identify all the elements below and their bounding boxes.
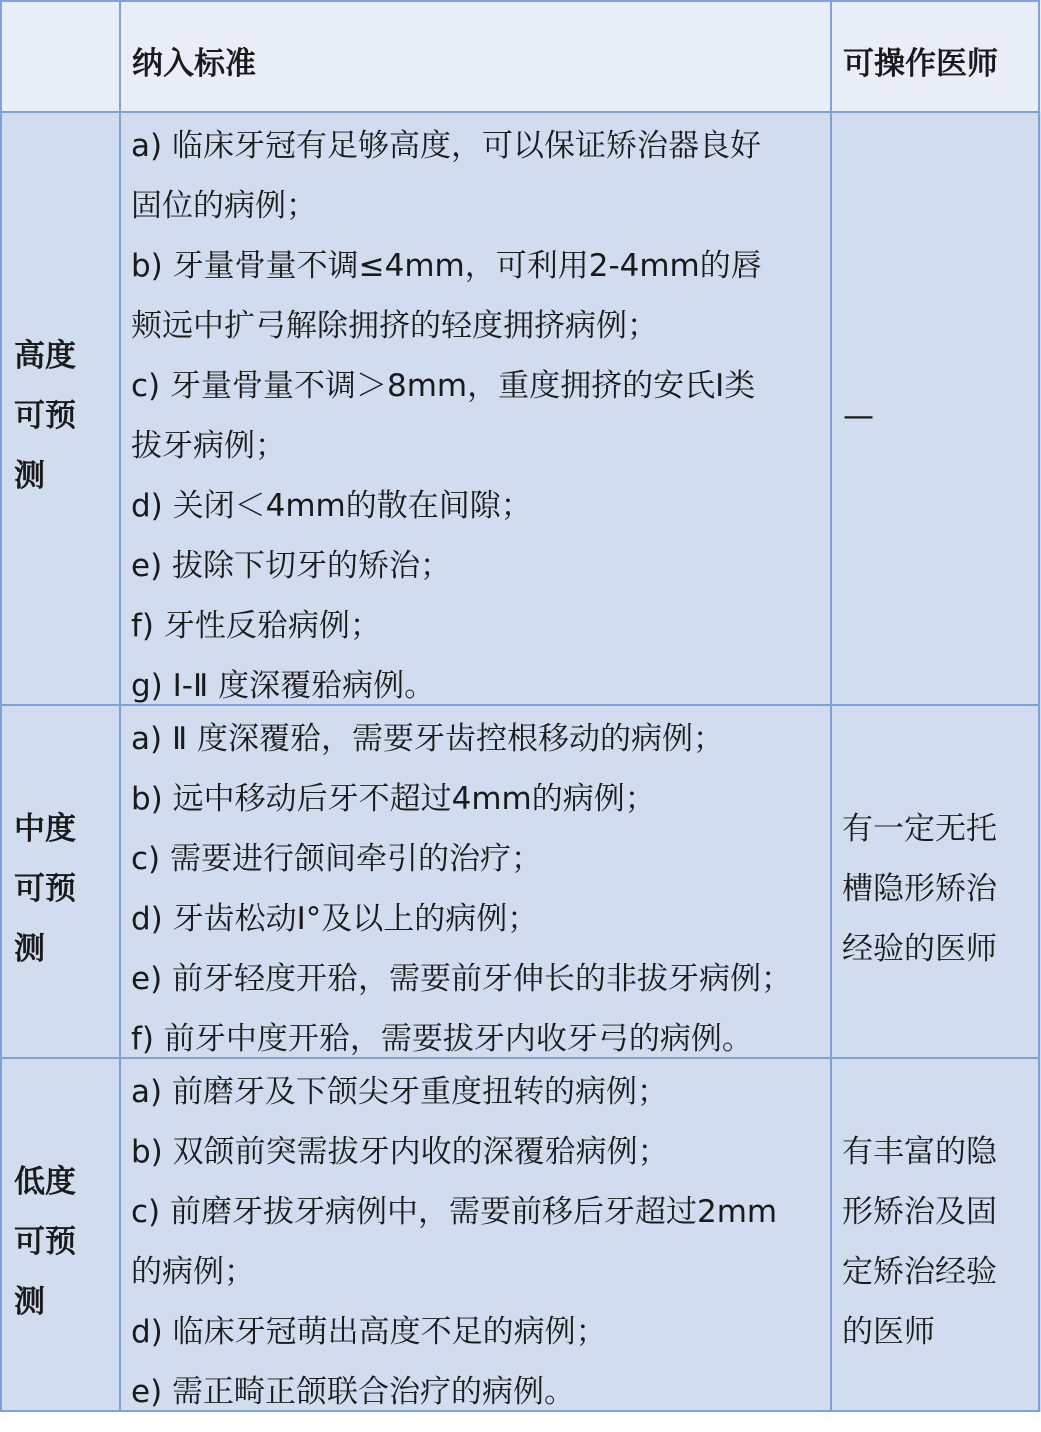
row-mid-physician (842, 799, 1032, 979)
row-label-part: 低度 (14, 1164, 76, 1200)
row-label-part: 可预 (14, 1224, 76, 1260)
row-label-part: 测 (14, 458, 45, 494)
criteria-line: c) 牙量骨量不调＞8mm，重度拥挤的安氏Ⅰ类 (131, 368, 756, 404)
header-criteria-label: 纳入标准 (132, 46, 256, 82)
criteria-line: b) 牙量骨量不调≤4mm，可利用2-4mm的唇 (131, 248, 762, 284)
row-high-physician: — (843, 398, 874, 434)
row-mid-label (14, 799, 94, 979)
header-cell-blank (0, 0, 120, 112)
criteria-line: d) 牙齿松动Ⅰ°及以上的病例； (131, 901, 539, 937)
criteria-line: a) 前磨牙及下颌尖牙重度扭转的病例； (131, 1074, 668, 1110)
criteria-line: d) 关闭＜4mm的散在间隙； (131, 488, 532, 524)
border-col2 (830, 0, 832, 1412)
physician-line: 有丰富的隐 (842, 1134, 997, 1170)
criteria-line: a) Ⅱ 度深覆𬌗，需要牙齿控根移动的病例； (131, 721, 725, 757)
criteria-line: 固位的病例； (131, 188, 317, 224)
row-label-part: 测 (14, 931, 45, 967)
criteria-line: f) 前牙中度开𬌗，需要拔牙内收牙弓的病例。 (131, 1021, 753, 1057)
border-top (0, 0, 1040, 2)
criteria-line: e) 需正畸正颌联合治疗的病例。 (131, 1374, 576, 1410)
header-physician-label: 可操作医师 (843, 46, 998, 82)
criteria-line: e) 前牙轻度开𬌗，需要前牙伸长的非拔牙病例； (131, 961, 793, 997)
criteria-line: e) 拔除下切牙的矫治； (131, 548, 452, 584)
row-low-criteria (131, 1062, 826, 1422)
criteria-line: c) 需要进行颌间牵引的治疗； (131, 841, 542, 877)
row-mid-criteria (131, 709, 826, 1069)
row-label-part: 高度 (14, 338, 76, 374)
row-label-part: 可预 (14, 398, 76, 434)
row-label-part: 可预 (14, 871, 76, 907)
border-col1 (119, 0, 121, 1412)
row-low-label (14, 1152, 94, 1332)
physician-line: 有一定无托 (842, 811, 997, 847)
physician-line: 的医师 (842, 1314, 935, 1350)
physician-line: 槽隐形矫治 (842, 871, 997, 907)
physician-line: 定矫治经验 (842, 1254, 997, 1290)
criteria-line: g) Ⅰ-Ⅱ 度深覆𬌗病例。 (131, 668, 436, 704)
criteria-line: 拔牙病例； (131, 428, 286, 464)
header-cell-physician (831, 0, 1041, 112)
physician-line: 形矫治及固 (842, 1194, 997, 1230)
row-high-criteria (131, 116, 826, 716)
criteria-line: c) 前磨牙拔牙病例中，需要前移后牙超过2mm (131, 1194, 778, 1230)
border-left (0, 0, 2, 1412)
border-header (0, 111, 1040, 113)
header-cell-criteria (120, 0, 831, 112)
row-low-physician (842, 1122, 1032, 1362)
criteria-line: b) 双颌前突需拔牙内收的深覆𬌗病例； (131, 1134, 669, 1170)
row-label-part: 测 (14, 1284, 45, 1320)
criteria-line: 的病例； (131, 1254, 255, 1290)
row-label-part: 中度 (14, 811, 76, 847)
criteria-line: d) 临床牙冠萌出高度不足的病例； (131, 1314, 607, 1350)
criteria-line: a) 临床牙冠有足够高度，可以保证矫治器良好 (131, 128, 761, 164)
criteria-line: f) 牙性反𬌗病例； (131, 608, 381, 644)
physician-line: 经验的医师 (842, 931, 997, 967)
border-right (1038, 0, 1040, 1412)
criteria-line: 颊远中扩弓解除拥挤的轻度拥挤病例； (131, 308, 658, 344)
row-high-label (14, 326, 94, 506)
criteria-line: b) 远中移动后牙不超过4mm的病例； (131, 781, 656, 817)
